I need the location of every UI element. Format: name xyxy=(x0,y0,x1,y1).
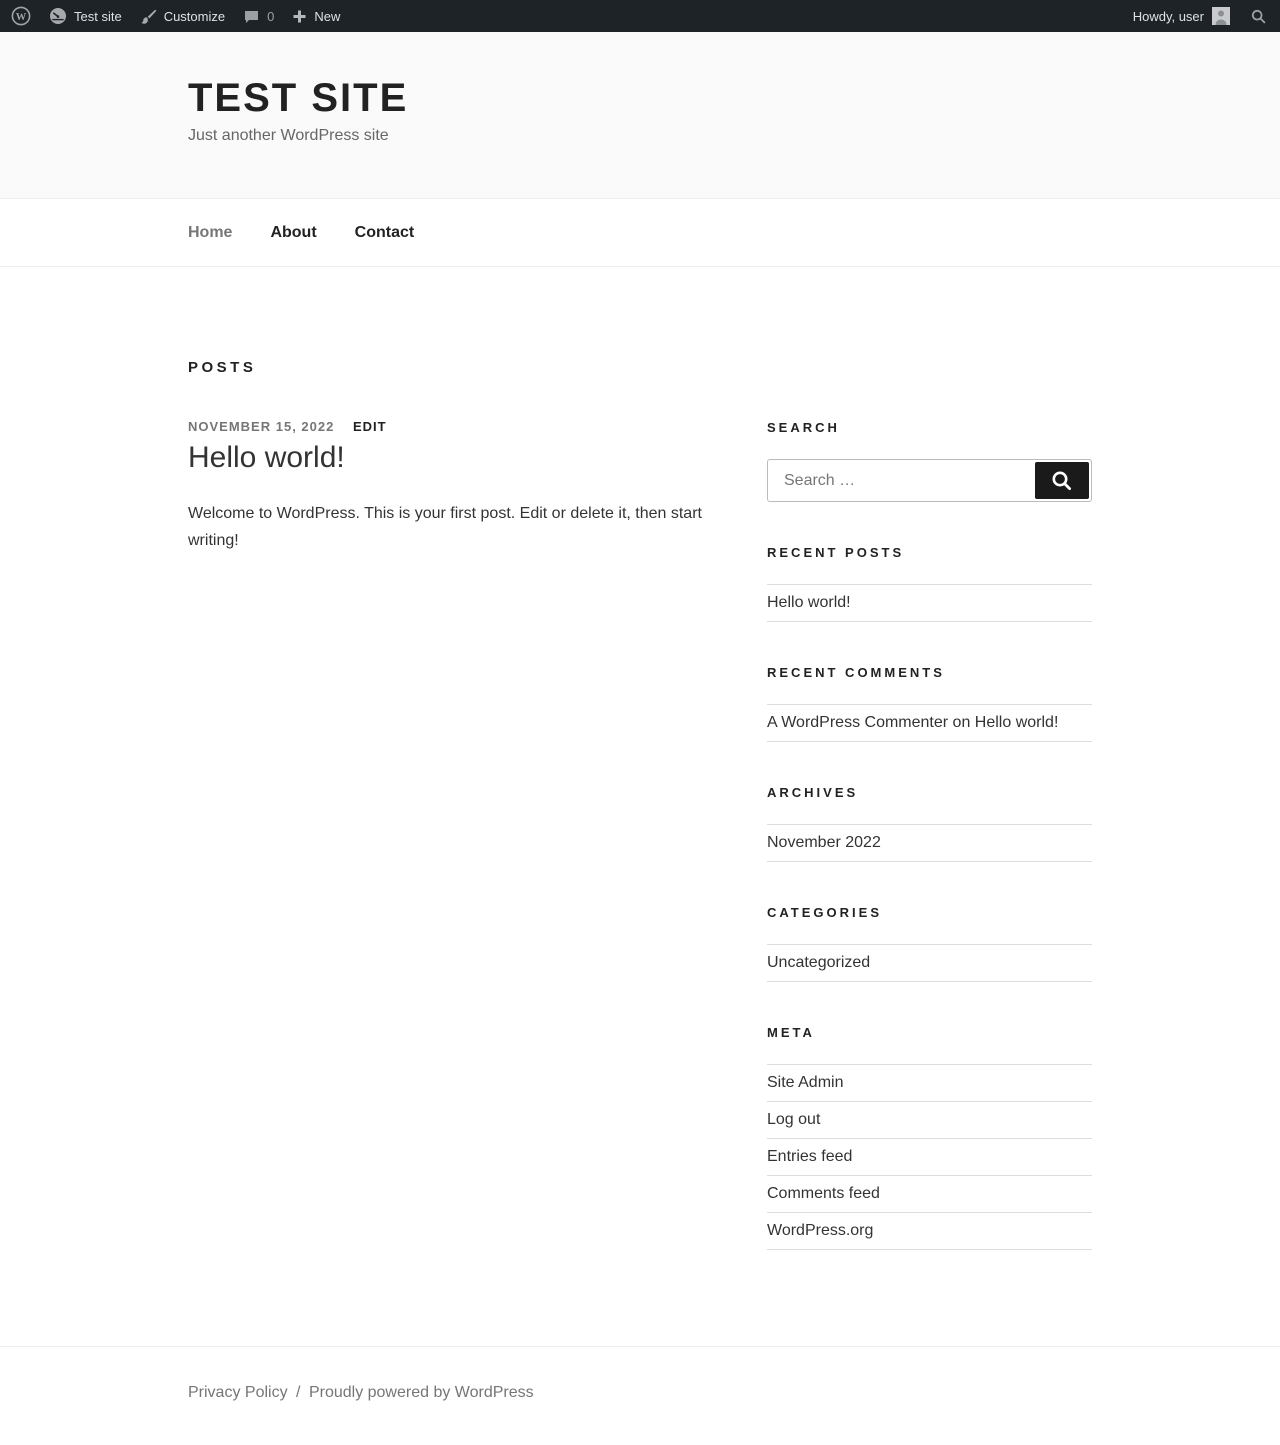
footer-separator: / xyxy=(296,1384,301,1401)
list-item xyxy=(767,1213,1092,1250)
admin-bar-howdy-label: Howdy, user xyxy=(1132,8,1204,24)
nav-item-contact[interactable]: Contact xyxy=(354,223,415,241)
post-body: Welcome to WordPress. This is your first post. Edit or delete it, then start writing! xyxy=(188,505,702,549)
admin-bar-new[interactable] xyxy=(283,0,349,32)
nav-item-about[interactable]: About xyxy=(270,223,317,241)
recent-comments-title: RECENT COMMENTS xyxy=(767,665,945,680)
list-item xyxy=(767,705,1092,742)
page-title: POSTS xyxy=(188,359,257,376)
list-item xyxy=(767,825,1092,862)
meta-widget xyxy=(767,1026,1092,1250)
search-icon xyxy=(1050,469,1074,493)
posts-column xyxy=(188,360,728,554)
recent-comments-widget xyxy=(767,666,1092,742)
search-icon xyxy=(1251,9,1266,24)
svg-text:W: W xyxy=(15,12,27,23)
nav-item-home[interactable]: Home xyxy=(188,223,233,241)
post-edit-link[interactable]: EDIT xyxy=(352,419,387,434)
admin-bar-site-name[interactable] xyxy=(40,0,131,32)
meta-link-comments-feed[interactable]: Comments feed xyxy=(767,1185,880,1202)
categories-widget xyxy=(767,906,1092,982)
comment-connector: on xyxy=(952,714,971,731)
admin-bar-my-account[interactable] xyxy=(1124,7,1239,25)
meta-link-entries-feed[interactable]: Entries feed xyxy=(767,1148,853,1165)
search-widget-title: SEARCH xyxy=(767,420,840,435)
avatar xyxy=(1212,7,1230,25)
admin-bar-site-name-label: Test site xyxy=(74,8,122,24)
admin-bar-customize-label: Customize xyxy=(163,8,226,24)
meta-link-site-admin[interactable]: Site Admin xyxy=(767,1074,844,1091)
list-item xyxy=(767,1176,1092,1213)
primary-nav xyxy=(0,198,1280,267)
comment-author-link[interactable]: A WordPress Commenter xyxy=(767,714,949,731)
meta-title: META xyxy=(767,1025,815,1040)
comment-post-link[interactable]: Hello world! xyxy=(974,714,1059,731)
sidebar xyxy=(767,421,1092,1250)
category-link[interactable]: Uncategorized xyxy=(767,954,871,971)
list-item xyxy=(767,1139,1092,1176)
recent-posts-widget xyxy=(767,546,1092,622)
site-tagline: Just another WordPress site xyxy=(188,127,389,144)
paintbrush-icon xyxy=(140,8,157,25)
admin-bar-search[interactable] xyxy=(1239,9,1272,24)
admin-bar-new-label: New xyxy=(314,8,341,24)
post-date[interactable]: NOVEMBER 15, 2022 xyxy=(188,419,335,434)
meta-link-log-out[interactable]: Log out xyxy=(767,1111,821,1128)
admin-bar-right xyxy=(1124,7,1272,25)
meta-link-wordpress-org[interactable]: WordPress.org xyxy=(767,1222,874,1239)
list-item xyxy=(767,1102,1092,1139)
site-footer xyxy=(0,1346,1280,1445)
admin-bar-comments[interactable] xyxy=(234,0,283,32)
recent-posts-title: RECENT POSTS xyxy=(767,545,905,560)
site-header xyxy=(0,32,1280,198)
plus-icon xyxy=(292,9,307,24)
search-widget xyxy=(767,421,1092,502)
list-item xyxy=(767,585,1092,622)
powered-by-link[interactable]: Proudly powered by WordPress xyxy=(308,1384,534,1401)
search-submit-button[interactable] xyxy=(1035,462,1089,499)
search-form xyxy=(767,459,1092,502)
admin-bar-comment-count: 0 xyxy=(267,8,275,24)
admin-bar-customize[interactable] xyxy=(131,0,234,32)
archives-title: ARCHIVES xyxy=(767,785,859,800)
post-article xyxy=(188,420,728,554)
comment-bubble-icon xyxy=(243,8,260,25)
recent-post-link[interactable]: Hello world! xyxy=(767,594,851,611)
wp-admin-bar xyxy=(0,0,1280,32)
post-meta xyxy=(188,420,728,433)
post-title[interactable]: Hello world! xyxy=(188,441,345,474)
dashboard-gauge-icon xyxy=(49,7,67,25)
archives-widget xyxy=(767,786,1092,862)
archive-link[interactable]: November 2022 xyxy=(767,834,881,851)
list-item xyxy=(767,1065,1092,1102)
privacy-policy-link[interactable]: Privacy Policy xyxy=(188,1384,288,1401)
wp-logo-menu[interactable] xyxy=(2,0,40,32)
main-content xyxy=(188,267,1092,1346)
wordpress-logo-icon xyxy=(11,6,31,26)
list-item xyxy=(767,945,1092,982)
categories-title: CATEGORIES xyxy=(767,905,882,920)
site-title[interactable]: TEST SITE xyxy=(188,76,409,120)
